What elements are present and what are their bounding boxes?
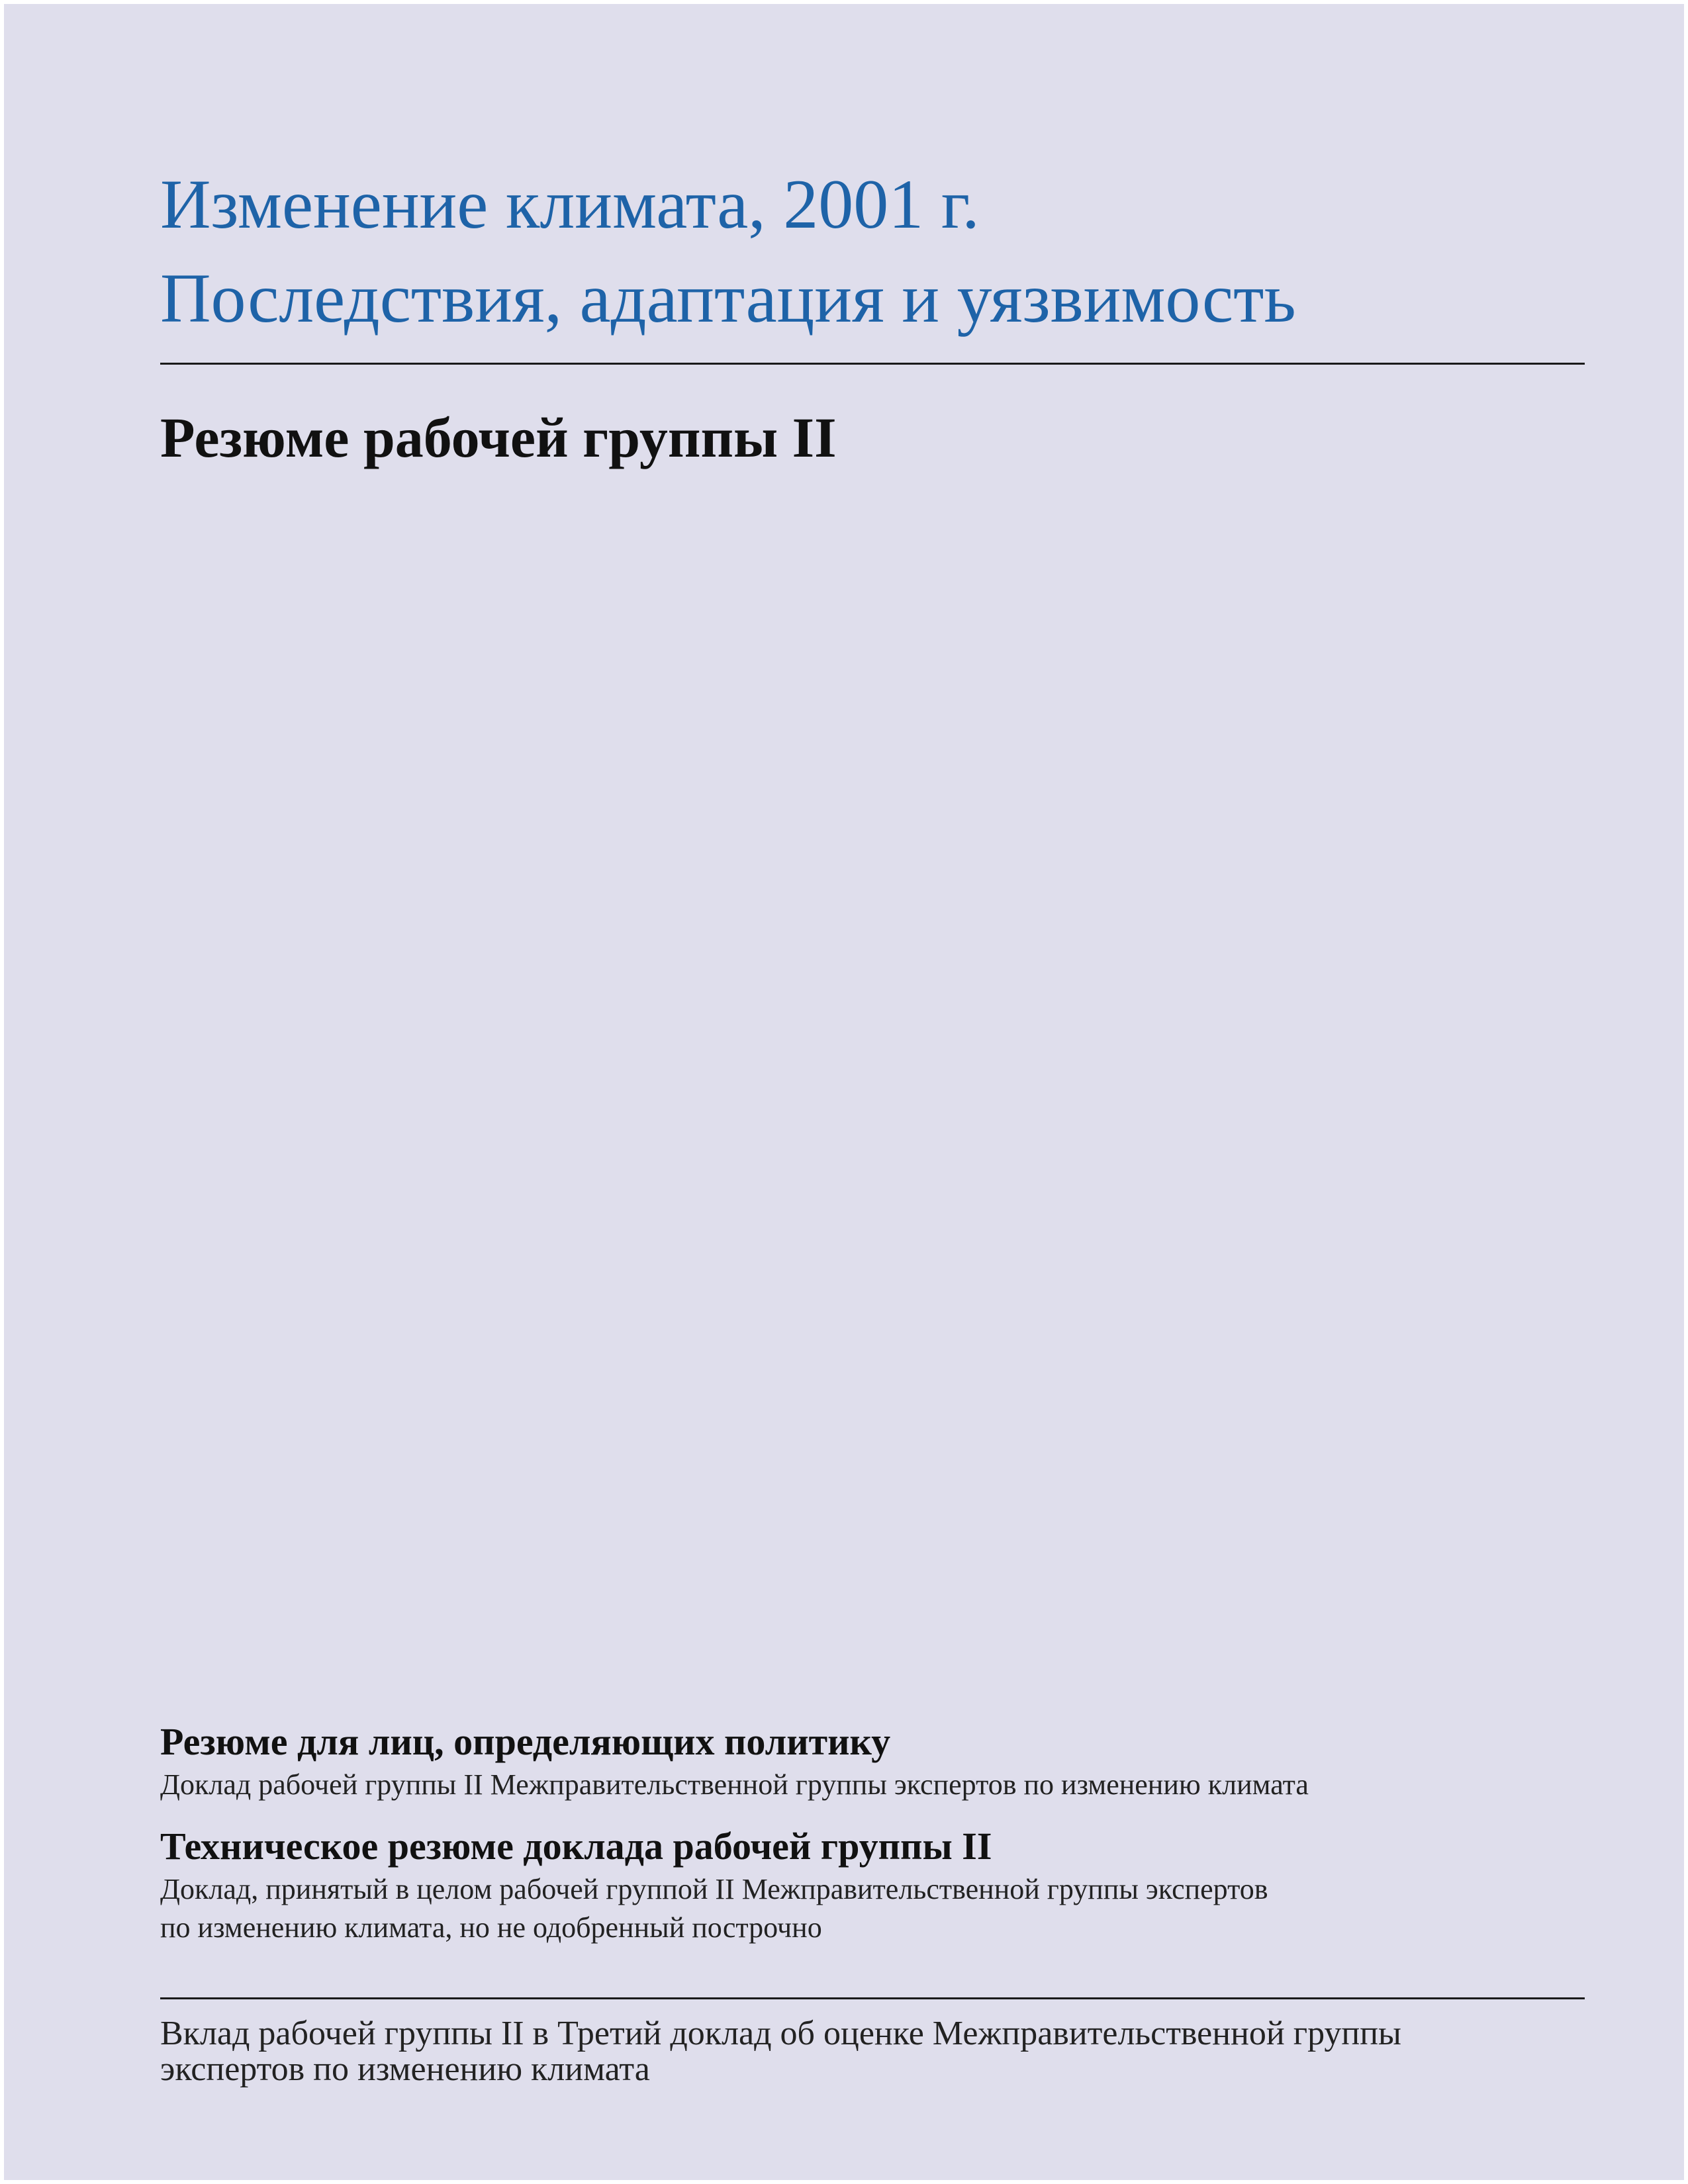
top-divider [160, 363, 1585, 365]
footer-note [160, 2016, 1583, 2087]
sections-list [160, 1718, 1583, 1947]
title-line-2: Последствия, адаптация и уязвимость [160, 259, 1296, 337]
section-description-line: по изменению климата, но не одобренный построчно [160, 1911, 822, 1944]
section-technical-summary [160, 1823, 1583, 1947]
bottom-divider [160, 1997, 1585, 1999]
section-description [160, 1766, 1583, 1804]
section-description-line: Доклад, принятый в целом рабочей группой II Межправительственной группы экспертов [160, 1873, 1268, 1905]
title-line-1: Изменение климата, 2001 г. [160, 165, 980, 243]
section-description-line: Доклад рабочей группы II Межправительственной группы экспертов по изменению климата [160, 1768, 1309, 1801]
footer-line: Вклад рабочей группы II в Третий доклад об оценке Межправительственной группы [160, 2015, 1401, 2052]
footer-line: экспертов по изменению климата [160, 2050, 650, 2088]
section-heading: Резюме для лиц, определяющих политику [160, 1720, 891, 1763]
title-block [160, 158, 1550, 345]
section-description [160, 1870, 1583, 1947]
section-heading: Техническое резюме доклада рабочей группы II [160, 1825, 992, 1868]
section-spm [160, 1718, 1583, 1804]
subtitle: Резюме рабочей группы II [160, 406, 837, 469]
document-page [4, 4, 1684, 2180]
